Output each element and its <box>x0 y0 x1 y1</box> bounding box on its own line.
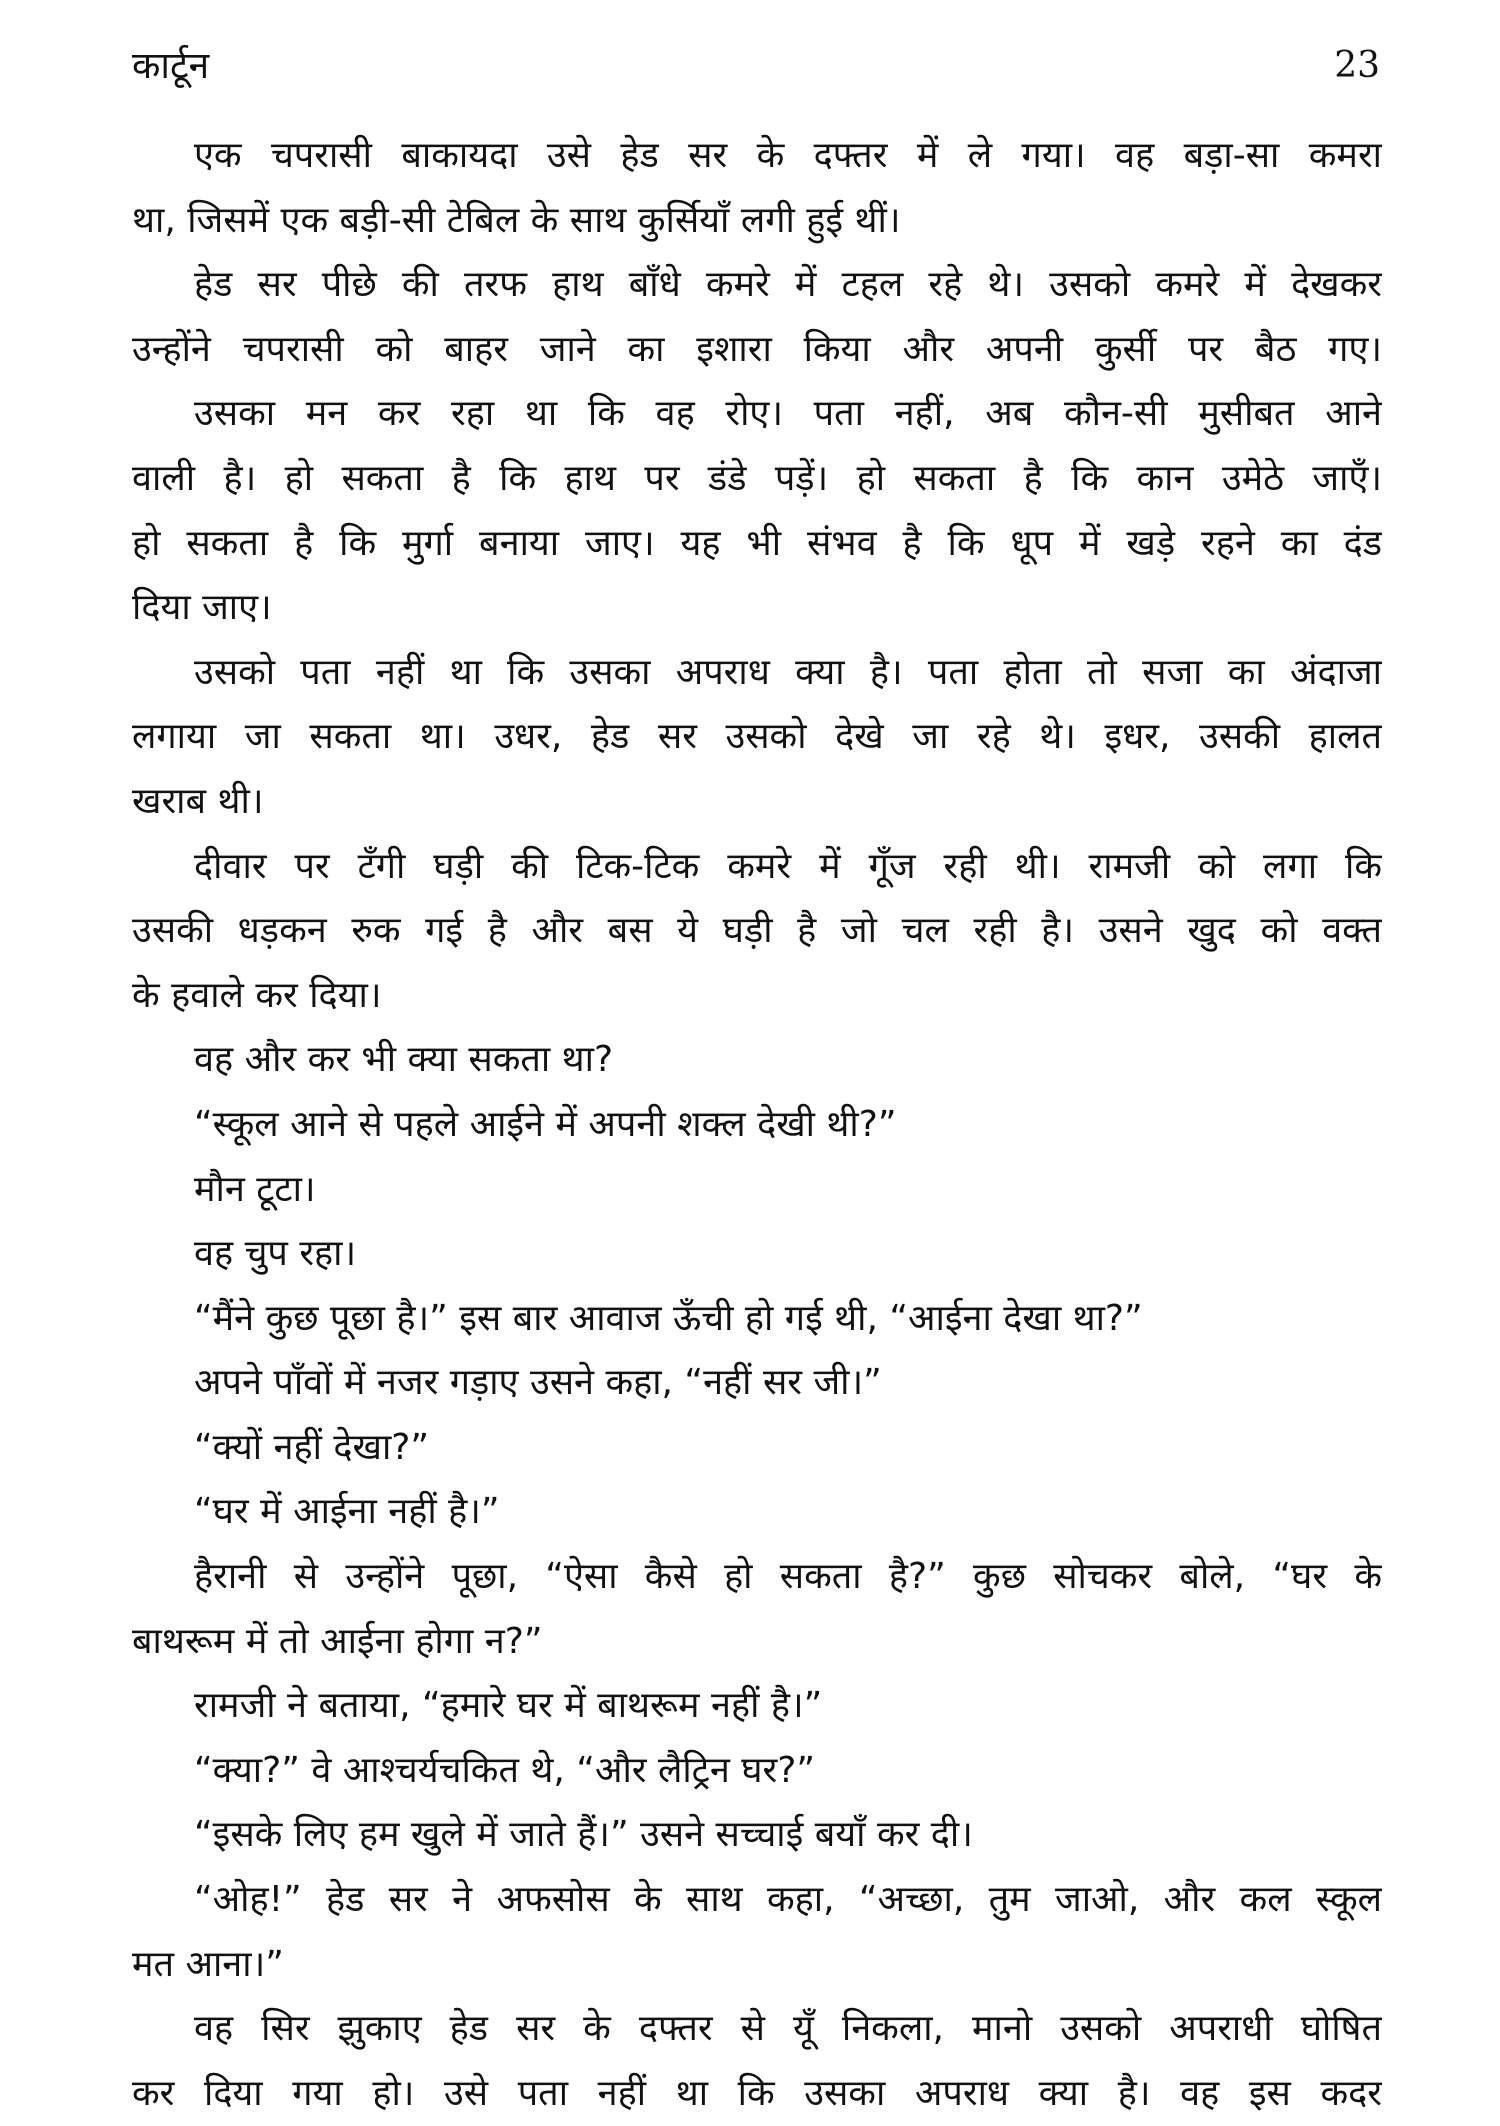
text-line: दिया जाए। <box>132 587 272 629</box>
text-line: उसकी धड़कन रुक गई है और बस ये घड़ी है जो चल रही है। उसने खुद को वक्त <box>132 910 1382 952</box>
text-line: हैरानी से उन्होंने पूछा, “ऐसा कैसे हो सकता है?” कुछ सोचकर बोले, “घर के <box>194 1556 1382 1598</box>
text-line: “क्यों नहीं देखा?” <box>194 1426 430 1468</box>
text-line: बाथरूम में तो आईना होगा न?” <box>132 1620 543 1662</box>
page-number: 23 <box>1334 45 1380 86</box>
text-line: दीवार पर टँगी घड़ी की टिक-टिक कमरे में गूँज रही थी। रामजी को लगा कि <box>194 845 1382 887</box>
text-line: “मैंने कुछ पूछा है।” इस बार आवाज ऊँची हो गई थी, “आईना देखा था?” <box>194 1297 1143 1339</box>
text-line: उसका मन कर रहा था कि वह रोए। पता नहीं, अब कौन-सी मुसीबत आने <box>194 393 1382 435</box>
text-line: मौन टूटा। <box>194 1168 316 1210</box>
text-line: “घर में आईना नहीं है।” <box>194 1491 500 1533</box>
text-line: उन्होंने चपरासी को बाहर जाने का इशारा किया और अपनी कुर्सी पर बैठ गए। <box>132 328 1382 370</box>
body-text <box>132 124 1382 2126</box>
text-line: खराब थी। <box>132 780 264 822</box>
text-line: “स्कूल आने से पहले आईने में अपनी शक्ल देखी थी?” <box>194 1103 897 1145</box>
chapter-title: कार्टून <box>132 44 210 87</box>
text-line: हेड सर पीछे की तरफ हाथ बाँधे कमरे में टहल रहे थे। उसको कमरे में देखकर <box>194 264 1382 306</box>
text-line: उसको पता नहीं था कि उसका अपराध क्या है। पता होता तो सजा का अंदाजा <box>194 651 1382 693</box>
text-line: वह सिर झुकाए हेड सर के दफ्तर से यूँ निकला, मानो उसको अपराधी घोषित <box>194 2008 1382 2050</box>
text-line: “ओह!” हेड सर ने अफसोस के साथ कहा, “अच्छा, तुम जाओ, और कल स्कूल <box>194 1879 1382 1921</box>
text-line: लगाया जा सकता था। उधर, हेड सर उसको देखे जा रहे थे। इधर, उसकी हालत <box>132 716 1382 758</box>
text-line: हो सकता है कि मुर्गा बनाया जाए। यह भी संभव है कि धूप में खड़े रहने का दंड <box>132 522 1382 564</box>
text-line: वह और कर भी क्या सकता था? <box>194 1039 614 1081</box>
text-line: वाली है। हो सकता है कि हाथ पर डंडे पड़ें। हो सकता है कि कान उमेठे जाएँ। <box>132 457 1382 499</box>
text-line: के हवाले कर दिया। <box>132 974 382 1016</box>
text-line: कर दिया गया हो। उसे पता नहीं था कि उसका अपराध क्या है। वह इस कदर <box>132 2072 1382 2114</box>
text-line: अपने पाँवों में नजर गड़ाए उसने कहा, “नहीं सर जी।” <box>194 1362 882 1404</box>
text-line: “क्या?” वे आश्चर्यचकित थे, “और लैट्रिन घर?” <box>194 1749 815 1791</box>
running-header <box>132 36 1380 96</box>
text-line: रामजी ने बताया, “हमारे घर में बाथरूम नहीं है।” <box>194 1685 823 1727</box>
text-line: वह चुप रहा। <box>194 1233 357 1275</box>
text-line: मत आना।” <box>132 1943 284 1985</box>
text-line: एक चपरासी बाकायदा उसे हेड सर के दफ्तर में ले गया। वह बड़ा-सा कमरा <box>194 135 1382 176</box>
text-line: “इसके लिए हम खुले में जाते हैं।” उसने सच्चाई बयाँ कर दी। <box>194 1814 973 1856</box>
text-line: था, जिसमें एक बड़ी-सी टेबिल के साथ कुर्सियाँ लगी हुई थीं। <box>132 199 901 241</box>
